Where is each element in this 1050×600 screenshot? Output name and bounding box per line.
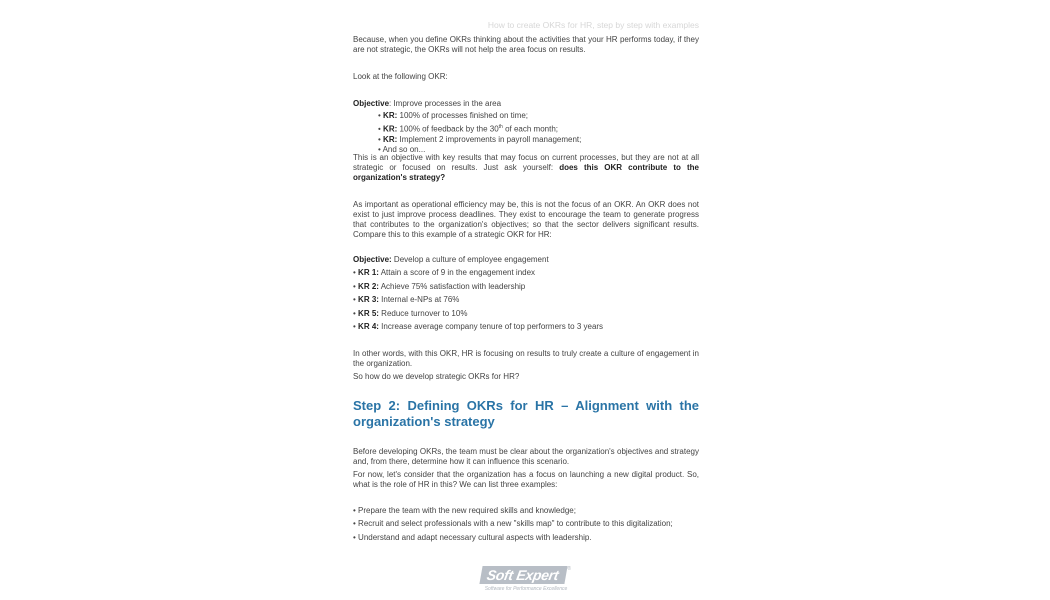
list-item: • KR 1: Attain a score of 9 in the engagement index [353,268,536,277]
paragraph-before: Before developing OKRs, the team must be clear about the organization's objectives and strategy and, from there, determine how it can influence this scenario. [353,447,699,466]
paragraph-analysis: This is an objective with key results that may focus on current processes, but they are not at all strategic or focused on results. Just ask yourself: does this OKR contribute to the organization's strategy? [353,153,700,182]
list-item: • KR: 100% of processes finished on time; [378,111,529,120]
paragraph-in-other-words: In other words, with this OKR, HR is focusing on results to truly create a culture of engagement in the organization. [353,349,699,368]
section-heading: Step 2: Defining OKRs for HR – Alignment with the organization's strategy [353,398,699,429]
okr1-kr-list [378,111,699,156]
list-item: • KR 5: Reduce turnover to 10% [353,309,468,318]
list-item: • KR 3: Internal e-NPs at 76% [353,295,460,304]
list-item: • KR: Implement 2 improvements in payroll management; [378,134,582,144]
logo-wordmark: Soft Expert [479,566,568,584]
running-header: How to create OKRs for HR, step by step with examples [487,20,699,30]
registered-mark: ® [567,566,572,572]
paragraph-question: So how do we develop strategic OKRs for HR? [353,372,520,381]
okr1-objective [353,99,699,109]
list-item: • KR 4: Increase average company tenure of top performers to 3 years [353,322,604,331]
logo-tagline: Software for Performance Excellence [484,586,568,592]
list-item: • KR: 100% of feedback by the 30th of each month; [378,123,558,134]
list-item: • Prepare the team with the new required skills and knowledge; [353,506,576,515]
document-page [353,0,699,600]
paragraph-intro: Because, when you define OKRs thinking about the activities that your HR performs today, if they are not strategic, the OKRs will not help the area focus on results. [353,35,699,54]
list-item: • Recruit and select professionals with a new "skills map" to contribute to this digitalization; [353,519,673,528]
list-item: • And so on... [378,145,426,155]
paragraph-for-now: For now, let's consider that the organization has a focus on launching a new digital product. So, what is the role of HR in this? We can list three examples: [353,470,699,489]
list-item: • KR 2: Achieve 75% satisfaction with leadership [353,282,526,291]
okr1-objective-text: : Improve processes in the area [389,99,502,108]
paragraph-operational: As important as operational efficiency may be, this is not the focus of an OKR. An OKR does not exist to just improve process deadlines. They exist to encourage the team to generate progress that contributes to the organization's objectives; so that the sector delivers significant results. Compare this to this example of a strategic OKR for HR: [353,200,699,239]
list-item: • Understand and adapt necessary cultural aspects with leadership. [353,533,592,542]
okr2-objective: Objective: Develop a culture of employee engagement [353,255,549,264]
softexpert-logo [353,566,699,592]
paragraph-look: Look at the following OKR: [353,72,448,81]
okr1-objective-label: Objective [353,99,390,108]
